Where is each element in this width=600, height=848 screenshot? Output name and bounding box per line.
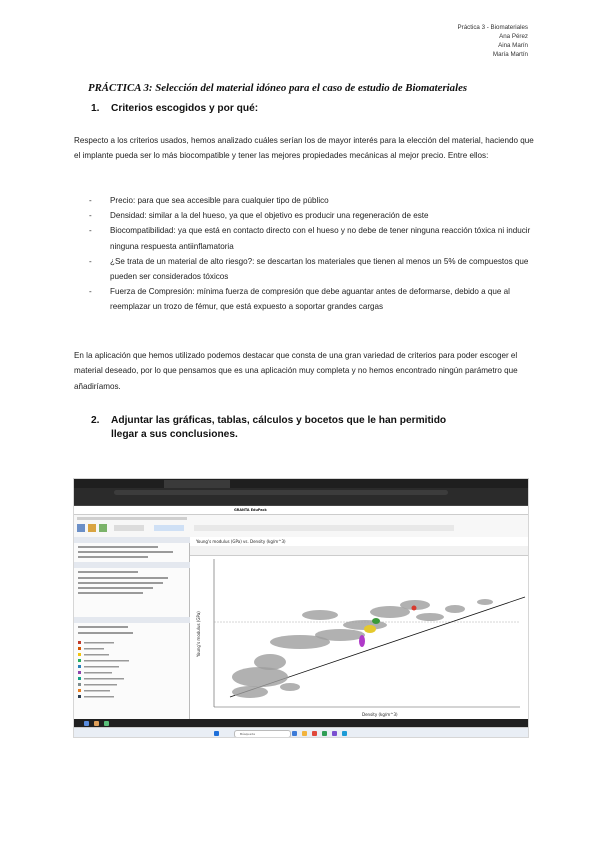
app-title-bar <box>74 506 528 515</box>
sidebar-panel-header <box>74 537 191 543</box>
browser-tab-bar <box>74 479 528 488</box>
highlight-bubble-yellow <box>364 625 376 633</box>
highlight-bubble-purple <box>359 635 365 647</box>
app-sidebar <box>74 537 190 719</box>
highlight-bubble-green <box>372 618 380 624</box>
material-bubble <box>302 610 338 620</box>
section-1-title: Criterios escogidos y por qué: <box>111 103 259 114</box>
criteria-list <box>86 193 536 315</box>
page-header <box>458 23 529 59</box>
author-1: Ana Pérez <box>499 33 528 40</box>
app-screenshot-figure <box>73 478 529 738</box>
document-title: PRÁCTICA 3: Selección del material idóneo para el caso de estudio de Biomateriales <box>88 82 468 94</box>
section-1-heading <box>91 102 258 116</box>
list-item: - Biocompatibilidad: ya que está en contacto directo con el hueso y no debe de tener ninguna reacción tóxica ni inducir ninguna respuesta antiinflamatoria <box>89 226 531 251</box>
y-axis-label: Young's modulus (GPa) <box>196 611 201 657</box>
browser-tab <box>80 480 126 488</box>
secondary-taskbar <box>74 719 528 727</box>
highlight-bubble-red <box>412 606 417 611</box>
app-title: GRANTA EduPack <box>234 508 267 512</box>
browser-url-bar <box>74 488 528 497</box>
material-bubble <box>445 605 465 613</box>
material-bubble <box>416 613 444 621</box>
section-2-title-line-2: llegar a sus conclusiones. <box>111 429 238 440</box>
material-bubble <box>315 629 365 641</box>
material-bubble <box>254 654 286 670</box>
criterion-risk: ¿Se trata de un material de alto riesgo?: se descartan los materiales que tienen al menos un 5% de compuestos que pueden ser considerados tóxicos <box>110 256 529 282</box>
course-label: Práctica 3 - Biomateriales <box>457 24 528 31</box>
closing-paragraph: En la aplicación que hemos utilizado podemos destacar que consta de una gran variedad de criterios para poder escoger el material deseado, por lo que pensamos que es una aplicación muy completa y no hemos encontrado ningún parámetro que añadiríamos. <box>74 351 518 391</box>
windows-taskbar <box>74 727 528 738</box>
material-bubble <box>232 686 268 698</box>
url-field <box>114 490 448 495</box>
criterion-biocompatibility: Biocompatibilidad: ya que está en contacto directo con el hueso y no debe de tener ninguna reacción tóxica ni inducir ninguna respuesta antiinflamatoria <box>110 226 531 251</box>
ashby-chart <box>190 537 528 719</box>
section-1-number: 1. <box>91 103 100 114</box>
criterion-density: Densidad: similar a la del hueso, ya que el objetivo es producir una regeneración de este <box>110 211 429 221</box>
criterion-compression: Fuerza de Compresión: mínima fuerza de compresión que debe aguantar antes de deformarse, debido a que al reemplazar un trozo de fémur, que está expuesto a soportar grandes cargas <box>110 287 510 312</box>
chart-title: Young's modulus (GPa) vs. Density (kg/m^3) <box>196 539 286 544</box>
toolbar-icons <box>74 515 528 537</box>
list-item: - Precio: para que sea accesible para cualquier tipo de público <box>89 196 329 205</box>
criterion-price: Precio: para que sea accesible para cualquier tipo de público <box>110 196 329 205</box>
list-item: - Densidad: similar a la del hueso, ya que el objetivo es producir una regeneración de este <box>89 211 429 221</box>
section-2-number: 2. <box>91 415 100 426</box>
section-2-heading <box>91 414 521 442</box>
start-icon <box>214 731 219 736</box>
list-item: - Fuerza de Compresión: mínima fuerza de compresión que debe aguantar antes de deformarse, debido a que al reemplazar un trozo de fémur, que está expuesto a soportar grandes cargas <box>89 287 510 312</box>
author-2: Aina Marín <box>498 42 528 49</box>
browser-tab-active <box>164 480 230 488</box>
material-bubble <box>280 683 300 691</box>
sidebar-panel-header <box>74 562 191 568</box>
sidebar-panel-header <box>74 617 191 623</box>
app-menu-toolbar <box>74 515 528 538</box>
material-bubble <box>232 667 288 687</box>
sidebar-material-list <box>74 637 189 707</box>
taskbar-search: Búsqueda <box>234 730 291 738</box>
x-axis-label: Density (kg/m^3) <box>362 712 398 717</box>
browser-tab <box>234 480 300 488</box>
author-3: María Martín <box>492 51 528 58</box>
section-2-title-line-1: Adjuntar las gráficas, tablas, cálculos y bocetos que le han permitido <box>111 415 447 426</box>
material-bubbles <box>232 599 493 698</box>
chart-area <box>190 537 528 719</box>
bookmarks-bar <box>74 497 528 506</box>
list-item: - ¿Se trata de un material de alto riesgo?: se descartan los materiales que tienen al menos un 5% de compuestos que pueden ser considerados tóxicos <box>89 256 529 282</box>
intro-paragraph: Respecto a los criterios usados, hemos analizado cuáles serían los de mayor interés para la elección del material, haciendo que el implante pueda ser lo más biocompatible y tener las mejores propiedades mecánicas al mejor precio. Entre ellos: <box>74 136 534 161</box>
material-bubble <box>477 599 493 605</box>
